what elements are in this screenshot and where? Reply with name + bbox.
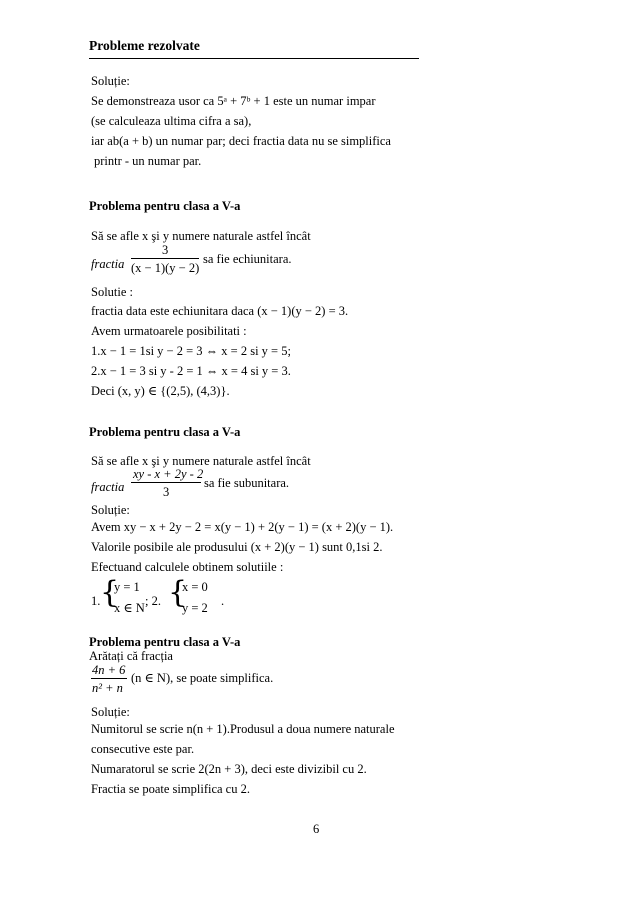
problem-statement: Să se afle x şi y numere naturale astfel încât — [91, 229, 311, 243]
solution-line: Avem urmatoarele posibilitati : — [91, 324, 247, 338]
problem-title: Problema pentru clasa a V-a — [89, 635, 241, 649]
left-brace-icon: { — [100, 575, 120, 610]
fraction-bar — [91, 678, 127, 679]
fraction-bar — [131, 482, 201, 483]
solution-line: Numitorul se scrie n(n + 1).Produsul a doua numere naturale — [91, 722, 395, 736]
page-number: 6 — [313, 822, 320, 836]
fraction-tail: sa fie subunitara. — [204, 476, 290, 490]
solution-line: printr - un numar par. — [94, 154, 202, 168]
solution-line: 2.x − 1 = 3 si y - 2 = 1 ⇔ x = 4 si y = 3. — [91, 364, 291, 378]
solution-line: 1.x − 1 = 1si y − 2 = 3 ⇔ x = 2 si y = 5; — [91, 344, 291, 358]
solution-line: consecutive este par. — [91, 742, 195, 756]
solution-line: Numaratorul se scrie 2(2n + 3), deci este divizibil cu 2. — [91, 762, 367, 776]
fraction-tail: (n ∈ N), se poate simplifica. — [131, 671, 274, 685]
solution-line: Deci (x, y) ∈ {(2,5), (4,3)}. — [91, 384, 230, 398]
solution-line: Valorile posibile ale produsului (x + 2)(y − 1) sunt 0,1si 2. — [91, 540, 383, 554]
left-brace-icon: { — [168, 575, 188, 610]
fraction-numerator: xy - x + 2y - 2 — [133, 467, 204, 481]
solution-line: (se calculeaza ultima cifra a sa), — [91, 114, 252, 128]
problem-title: Problema pentru clasa a V-a — [89, 425, 241, 439]
case-line: y = 2 — [182, 601, 208, 615]
fraction-label: fractia — [91, 480, 125, 494]
fraction-numerator: 3 — [162, 243, 169, 257]
fraction-denominator: n² + n — [92, 681, 123, 695]
solution-line: Fractia se poate simplifica cu 2. — [91, 782, 250, 796]
header-rule — [89, 58, 419, 59]
fraction-denominator: 3 — [163, 485, 170, 499]
solution-line: Se demonstreaza usor ca 5ᵃ + 7ᵇ + 1 este un numar impar — [91, 94, 376, 108]
case-line: y = 1 — [114, 580, 140, 594]
problem-statement: Să se afle x şi y numere naturale astfel încât — [91, 454, 311, 468]
page-header: Probleme rezolvate — [89, 38, 200, 53]
solution-label: Soluție: — [91, 503, 130, 517]
solution-line: fractia data este echiunitara daca (x − 1)(y − 2) = 3. — [91, 304, 349, 318]
solution-line: Avem xy − x + 2y − 2 = x(y − 1) + 2(y − 1) = (x + 2)(y − 1). — [91, 520, 394, 534]
problem-statement: Arătați că fracția — [89, 649, 173, 663]
fraction-label: fractia — [91, 257, 125, 271]
case-end: . — [221, 594, 225, 608]
solution-label: Solutie : — [91, 285, 134, 299]
problem-title: Problema pentru clasa a V-a — [89, 199, 241, 213]
fraction-numerator: 4n + 6 — [92, 663, 126, 677]
solution-label: Soluție: — [91, 74, 130, 88]
case-line: x = 0 — [182, 580, 208, 594]
case-prefix: 1. — [91, 594, 101, 608]
fraction-bar — [131, 258, 199, 259]
fraction-tail: sa fie echiunitara. — [203, 252, 292, 266]
case-line: x ∈ N — [114, 601, 145, 615]
solution-line: iar ab(a + b) un numar par; deci fractia data nu se simplifica — [91, 134, 391, 148]
solution-label: Soluție: — [91, 705, 130, 719]
case-prefix: ; 2. — [145, 594, 161, 608]
solution-line: Efectuand calculele obtinem solutiile : — [91, 560, 284, 574]
fraction-denominator: (x − 1)(y − 2) — [131, 261, 200, 275]
